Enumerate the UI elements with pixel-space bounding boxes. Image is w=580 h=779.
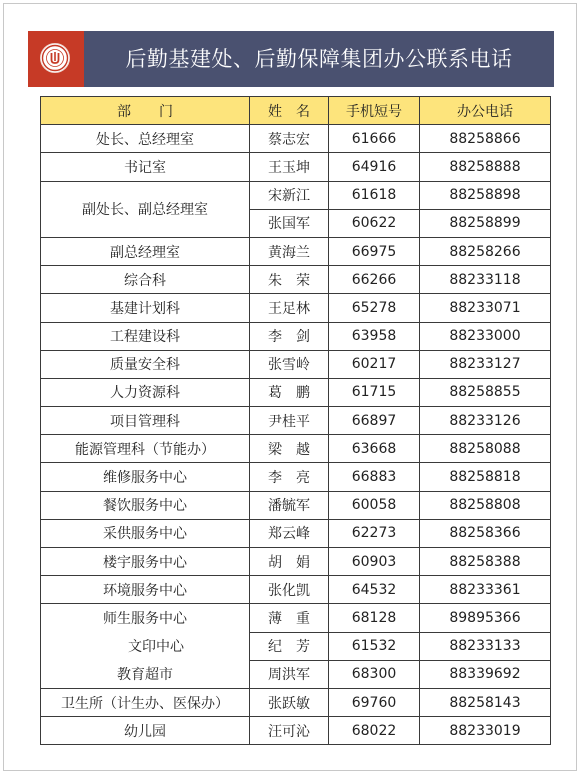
table-row bbox=[41, 181, 551, 209]
office-phone-cell: 89895366 bbox=[420, 604, 551, 632]
department-cell: 师生服务中心 bbox=[41, 604, 250, 632]
table-row bbox=[41, 237, 551, 265]
office-phone-cell: 88233133 bbox=[420, 632, 551, 660]
name-cell: 胡 娟 bbox=[250, 548, 329, 576]
name-cell: 汪可沁 bbox=[250, 717, 329, 745]
table-row bbox=[41, 632, 551, 660]
office-phone-cell: 88258855 bbox=[420, 378, 551, 406]
mobile-cell: 60217 bbox=[329, 350, 420, 378]
table-row bbox=[41, 125, 551, 153]
table-row bbox=[41, 322, 551, 350]
mobile-cell: 63958 bbox=[329, 322, 420, 350]
department-cell: 环境服务中心 bbox=[41, 576, 250, 604]
mobile-cell: 63668 bbox=[329, 435, 420, 463]
office-phone-cell: 88258899 bbox=[420, 209, 551, 237]
column-header-office-phone: 办公电话 bbox=[420, 97, 551, 125]
column-header-mobile: 手机短号 bbox=[329, 97, 420, 125]
name-cell: 朱 荣 bbox=[250, 266, 329, 294]
department-cell: 维修服务中心 bbox=[41, 463, 250, 491]
mobile-cell: 61618 bbox=[329, 181, 420, 209]
table-row bbox=[41, 519, 551, 547]
name-cell: 梁 越 bbox=[250, 435, 329, 463]
mobile-cell: 65278 bbox=[329, 294, 420, 322]
department-cell: 处长、总经理室 bbox=[41, 125, 250, 153]
table-row bbox=[41, 407, 551, 435]
office-phone-cell: 88258898 bbox=[420, 181, 551, 209]
name-cell: 黄海兰 bbox=[250, 237, 329, 265]
mobile-cell: 60622 bbox=[329, 209, 420, 237]
department-cell: 质量安全科 bbox=[41, 350, 250, 378]
department-cell: 餐饮服务中心 bbox=[41, 491, 250, 519]
name-cell: 郑云峰 bbox=[250, 519, 329, 547]
department-cell: 副总经理室 bbox=[41, 237, 250, 265]
office-phone-cell: 88233019 bbox=[420, 717, 551, 745]
mobile-cell: 61532 bbox=[329, 632, 420, 660]
table-header-row bbox=[41, 97, 551, 125]
department-cell: 副处长、副总经理室 bbox=[41, 181, 250, 237]
department-cell: 卫生所（计生办、医保办） bbox=[41, 688, 250, 716]
department-cell: 采供服务中心 bbox=[41, 519, 250, 547]
office-phone-cell: 88258388 bbox=[420, 548, 551, 576]
office-phone-cell: 88258866 bbox=[420, 125, 551, 153]
office-phone-cell: 88258266 bbox=[420, 237, 551, 265]
office-phone-cell: 88258143 bbox=[420, 688, 551, 716]
office-phone-cell: 88233127 bbox=[420, 350, 551, 378]
department-cell: 幼儿园 bbox=[41, 717, 250, 745]
department-cell: 工程建设科 bbox=[41, 322, 250, 350]
name-cell: 张国军 bbox=[250, 209, 329, 237]
table-row bbox=[41, 491, 551, 519]
table-row bbox=[41, 294, 551, 322]
university-emblem-icon bbox=[40, 43, 70, 73]
column-header-name: 姓 名 bbox=[250, 97, 329, 125]
department-cell: 教育超市 bbox=[41, 660, 250, 688]
office-phone-cell: 88233118 bbox=[420, 266, 551, 294]
office-phone-cell: 88233071 bbox=[420, 294, 551, 322]
office-phone-cell: 88233126 bbox=[420, 407, 551, 435]
mobile-cell: 64916 bbox=[329, 153, 420, 181]
department-cell: 书记室 bbox=[41, 153, 250, 181]
table-row bbox=[41, 688, 551, 716]
name-cell: 王足林 bbox=[250, 294, 329, 322]
logo-badge bbox=[28, 31, 84, 87]
mobile-cell: 61715 bbox=[329, 378, 420, 406]
mobile-cell: 66897 bbox=[329, 407, 420, 435]
table-row bbox=[41, 463, 551, 491]
table-row bbox=[41, 153, 551, 181]
office-phone-cell: 88233000 bbox=[420, 322, 551, 350]
name-cell: 周洪军 bbox=[250, 660, 329, 688]
table-row bbox=[41, 266, 551, 294]
name-cell: 葛 鹏 bbox=[250, 378, 329, 406]
office-phone-cell: 88233361 bbox=[420, 576, 551, 604]
page-title: 后勤基建处、后勤保障集团办公联系电话 bbox=[125, 47, 513, 71]
department-cell: 文印中心 bbox=[41, 632, 250, 660]
name-cell: 蔡志宏 bbox=[250, 125, 329, 153]
mobile-cell: 61666 bbox=[329, 125, 420, 153]
mobile-cell: 66975 bbox=[329, 237, 420, 265]
mobile-cell: 69760 bbox=[329, 688, 420, 716]
department-cell: 项目管理科 bbox=[41, 407, 250, 435]
title-banner bbox=[28, 31, 554, 87]
name-cell: 张化凯 bbox=[250, 576, 329, 604]
table-row bbox=[41, 435, 551, 463]
name-cell: 张雪岭 bbox=[250, 350, 329, 378]
table-row bbox=[41, 604, 551, 632]
name-cell: 王玉坤 bbox=[250, 153, 329, 181]
table-row bbox=[41, 660, 551, 688]
table-row bbox=[41, 717, 551, 745]
department-cell: 能源管理科（节能办） bbox=[41, 435, 250, 463]
column-header-department: 部 门 bbox=[41, 97, 250, 125]
department-cell: 楼宇服务中心 bbox=[41, 548, 250, 576]
department-cell: 基建计划科 bbox=[41, 294, 250, 322]
mobile-cell: 60903 bbox=[329, 548, 420, 576]
name-cell: 潘毓军 bbox=[250, 491, 329, 519]
mobile-cell: 62273 bbox=[329, 519, 420, 547]
name-cell: 尹桂平 bbox=[250, 407, 329, 435]
contact-table bbox=[40, 96, 551, 745]
office-phone-cell: 88258088 bbox=[420, 435, 551, 463]
mobile-cell: 66266 bbox=[329, 266, 420, 294]
document-page bbox=[3, 3, 577, 771]
name-cell: 宋新江 bbox=[250, 181, 329, 209]
office-phone-cell: 88258808 bbox=[420, 491, 551, 519]
office-phone-cell: 88258366 bbox=[420, 519, 551, 547]
table-row bbox=[41, 576, 551, 604]
department-cell: 人力资源科 bbox=[41, 378, 250, 406]
mobile-cell: 68022 bbox=[329, 717, 420, 745]
name-cell: 李 剑 bbox=[250, 322, 329, 350]
mobile-cell: 68300 bbox=[329, 660, 420, 688]
table-row bbox=[41, 378, 551, 406]
name-cell: 纪 芳 bbox=[250, 632, 329, 660]
department-cell: 综合科 bbox=[41, 266, 250, 294]
mobile-cell: 66883 bbox=[329, 463, 420, 491]
name-cell: 李 亮 bbox=[250, 463, 329, 491]
mobile-cell: 68128 bbox=[329, 604, 420, 632]
office-phone-cell: 88258818 bbox=[420, 463, 551, 491]
name-cell: 张跃敏 bbox=[250, 688, 329, 716]
name-cell: 薄 重 bbox=[250, 604, 329, 632]
table-row bbox=[41, 548, 551, 576]
office-phone-cell: 88339692 bbox=[420, 660, 551, 688]
mobile-cell: 64532 bbox=[329, 576, 420, 604]
mobile-cell: 60058 bbox=[329, 491, 420, 519]
office-phone-cell: 88258888 bbox=[420, 153, 551, 181]
table-row bbox=[41, 350, 551, 378]
